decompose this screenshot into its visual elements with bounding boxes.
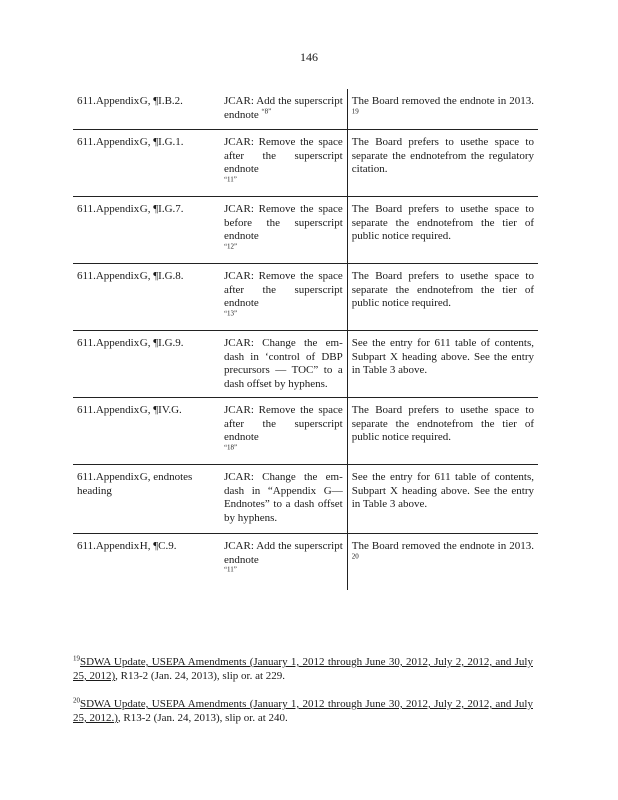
endnote-mark: “12” bbox=[223, 241, 238, 250]
footnote-number: 20 bbox=[73, 696, 80, 705]
board-cell bbox=[347, 534, 538, 591]
table-row bbox=[73, 398, 538, 465]
section-cell bbox=[73, 130, 220, 197]
board-text: See the entry for 611 table of contents, Subpart X heading above. See the entry in Table 3 above. bbox=[351, 337, 534, 376]
board-cell bbox=[347, 465, 538, 534]
section-part: G, ¶I.G.1. bbox=[139, 136, 184, 148]
jcar-text: JCAR: Change the em-dash in ‘control of DBP precursors — TOC” to a dash offset by hyphens. bbox=[223, 337, 343, 390]
footnote-ref[interactable]: 19 bbox=[351, 106, 359, 115]
footnotes bbox=[73, 655, 533, 739]
footnote-citation-link[interactable]: SDWA Update, USEPA Amendments (January 1, 2012 through June 30, 2012, July 2, 2012, and July 25, 2012.) bbox=[73, 698, 533, 724]
section-label: 611.Appendix bbox=[77, 203, 140, 215]
page-number: 146 bbox=[300, 50, 318, 64]
jcar-cell bbox=[220, 465, 347, 534]
board-cell bbox=[347, 130, 538, 197]
section-label: 611.Appendix bbox=[77, 471, 140, 483]
endnote-mark: “8” bbox=[261, 106, 272, 115]
board-text: The Board removed the endnote in 2013. bbox=[351, 540, 534, 552]
section-label: 611.Appendix bbox=[77, 136, 140, 148]
section-part: G, ¶IV.G. bbox=[139, 404, 182, 416]
jcar-cell bbox=[220, 197, 347, 264]
footnote-number: 19 bbox=[73, 654, 80, 663]
board-text: See the entry for 611 table of contents, Subpart X heading above. See the entry in Table 3 above. bbox=[351, 471, 534, 510]
board-cell bbox=[347, 398, 538, 465]
section-cell bbox=[73, 465, 220, 534]
endnote-mark: “18” bbox=[223, 442, 238, 451]
footnote bbox=[73, 697, 533, 725]
table-row bbox=[73, 89, 538, 130]
jcar-cell bbox=[220, 264, 347, 331]
section-cell bbox=[73, 534, 220, 591]
jcar-cell bbox=[220, 398, 347, 465]
table-row bbox=[73, 331, 538, 398]
jcar-cell bbox=[220, 130, 347, 197]
endnote-mark: “11” bbox=[223, 174, 237, 183]
section-cell bbox=[73, 398, 220, 465]
section-label: 611.Appendix bbox=[77, 270, 140, 282]
section-label: 611.Appendix bbox=[77, 540, 140, 552]
section-label: 611.Appendix bbox=[77, 404, 140, 416]
footnote bbox=[73, 655, 533, 683]
board-text: The Board prefers to usethe space to separate the endnotefrom the tier of public notice required. bbox=[351, 270, 534, 309]
jcar-text: JCAR: Remove the space after the superscript endnote bbox=[223, 270, 343, 309]
board-cell bbox=[347, 197, 538, 264]
endnote-mark: “11” bbox=[223, 565, 237, 574]
table-row bbox=[73, 534, 538, 591]
jcar-cell bbox=[220, 534, 347, 591]
section-label: 611.Appendix bbox=[77, 95, 140, 107]
jcar-text: JCAR: Add the superscript endnote bbox=[223, 95, 343, 121]
section-part: G, ¶I.B.2. bbox=[139, 95, 183, 107]
section-cell bbox=[73, 264, 220, 331]
section-part: H, ¶C.9. bbox=[139, 540, 177, 552]
jcar-cell bbox=[220, 331, 347, 398]
jcar-text: JCAR: Change the em-dash in “Appendix G—Endnotes” to a dash offset by hyphens. bbox=[223, 471, 343, 524]
table-row bbox=[73, 130, 538, 197]
table-row bbox=[73, 465, 538, 534]
board-cell bbox=[347, 264, 538, 331]
footnote-citation-link[interactable]: SDWA Update, USEPA Amendments (January 1, 2012 through June 30, 2012, July 2, 2012, and July 25, 2012) bbox=[73, 656, 533, 682]
section-cell bbox=[73, 197, 220, 264]
jcar-text: JCAR: Remove the space after the superscript endnote bbox=[223, 404, 343, 443]
board-cell bbox=[347, 89, 538, 130]
footnote-text: , R13-2 (Jan. 24, 2013), slip or. at 240. bbox=[117, 712, 288, 724]
board-text: The Board prefers to usethe space to separate the endnotefrom the tier of public notice required. bbox=[351, 203, 534, 242]
table-row bbox=[73, 264, 538, 331]
board-text: The Board removed the endnote in 2013. bbox=[351, 95, 534, 107]
endnote-mark: “13” bbox=[223, 308, 238, 317]
section-part: G, ¶I.G.9. bbox=[139, 337, 184, 349]
board-text: The Board prefers to usethe space to separate the endnotefrom the regulatory citation. bbox=[351, 136, 534, 175]
section-part: G, endnotes heading bbox=[77, 471, 193, 497]
section-label: 611.Appendix bbox=[77, 337, 140, 349]
board-text: The Board prefers to usethe space to separate the endnotefrom the tier of public notice required. bbox=[351, 404, 534, 443]
jcar-cell bbox=[220, 89, 347, 130]
section-part: G, ¶I.G.7. bbox=[139, 203, 184, 215]
jcar-text: JCAR: Remove the space before the superscript endnote bbox=[223, 203, 343, 242]
jcar-text: JCAR: Add the superscript endnote bbox=[223, 540, 343, 566]
table-row bbox=[73, 197, 538, 264]
comments-table bbox=[73, 89, 538, 590]
footnote-ref[interactable]: 20 bbox=[351, 551, 359, 560]
section-part: G, ¶I.G.8. bbox=[139, 270, 184, 282]
section-cell bbox=[73, 331, 220, 398]
board-cell bbox=[347, 331, 538, 398]
footnote-text: , R13-2 (Jan. 24, 2013), slip or. at 229. bbox=[115, 670, 286, 682]
section-cell bbox=[73, 89, 220, 130]
jcar-text: JCAR: Remove the space after the superscript endnote bbox=[223, 136, 343, 175]
